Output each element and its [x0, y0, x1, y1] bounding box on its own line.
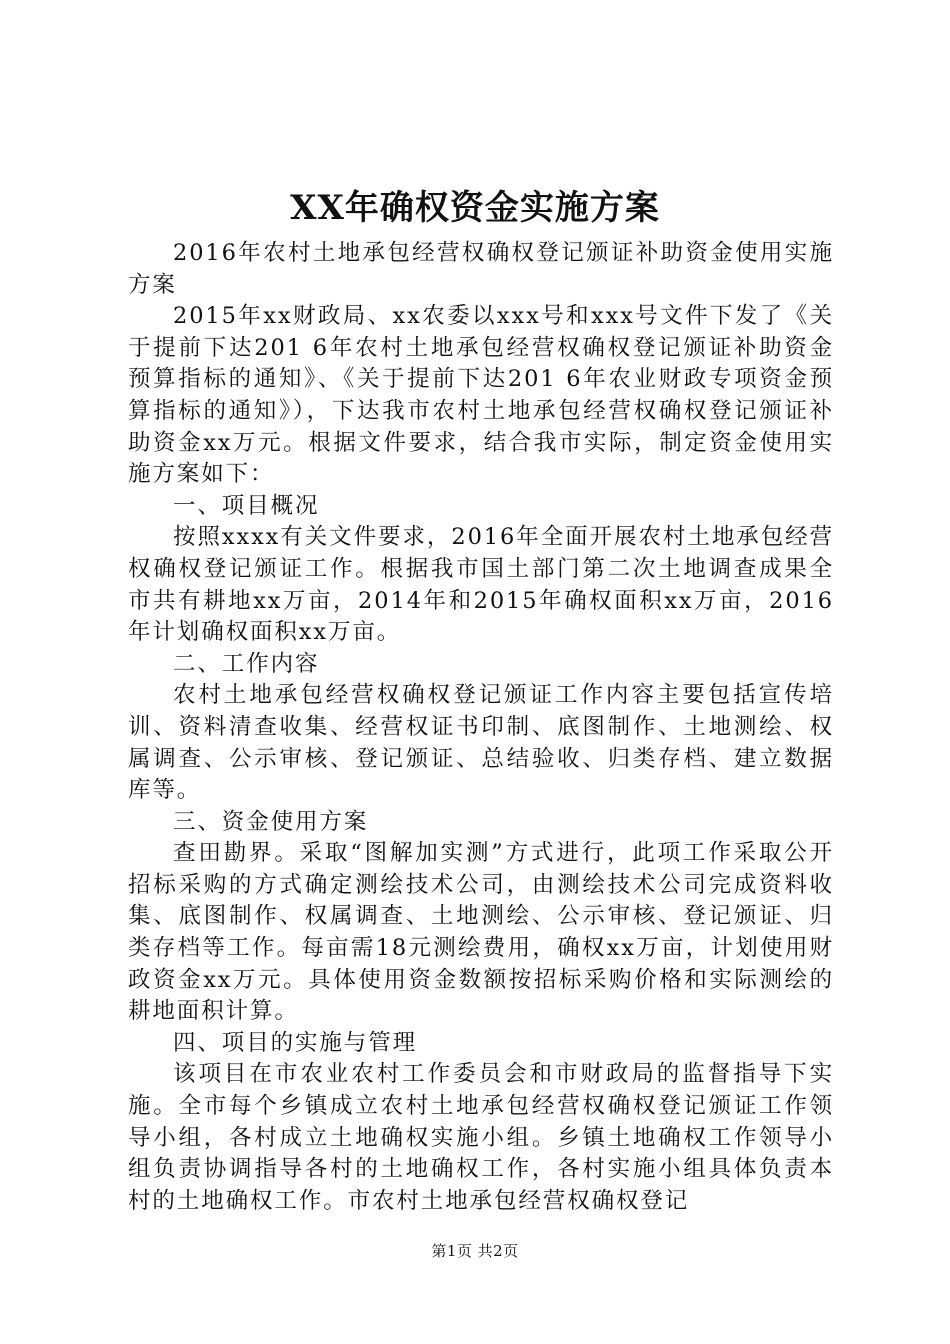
paragraph-intro: 2015年xx财政局、xx农委以xxx号和xxx号文件下发了《关于提前下达201 6年农村土地承包经营权确权登记颁证补助资金预算指标的通知》、《关于提前下达201 6年农业财政专项资金预算指标的通知》），下达我市农村土地承包经营权确权登记颁证补助资金xx万元。根据文件要求，结合我市实际，制定资金使用实施方案如下：	[128, 303, 834, 488]
paragraph-management: 该项目在市农业农村工作委员会和市财政局的监督指导下实施。全市每个乡镇成立农村土地承包经营权确权登记颁证工作领导小组，各村成立土地确权实施小组。乡镇土地确权工作领导小组负责协调指导各村的土地确权工作，各村实施小组具体负责本村的土地确权工作。市农村土地承包经营权确权登记	[128, 1061, 834, 1214]
section-heading-work-content: 二、工作内容	[173, 650, 320, 677]
section-heading-management: 四、项目的实施与管理	[173, 1029, 418, 1056]
section-heading-fund-usage: 三、资金使用方案	[173, 808, 369, 835]
paragraph-subtitle: 2016年农村土地承包经营权确权登记颁证补助资金使用实施方案	[128, 240, 834, 298]
page-number: 第1页 共2页	[431, 1242, 519, 1260]
document-title: XX年确权资金实施方案	[290, 188, 660, 228]
paragraph-fund-usage: 查田勘界。采取“图解加实测”方式进行，此项工作采取公开招标采购的方式确定测绘技术公司，由测绘技术公司完成资料收集、底图制作、权属调查、土地测绘、公示审核、登记颁证、归类存档等工作。每亩需18元测绘费用，确权xx万亩，计划使用财政资金xx万元。具体使用资金数额按招标采购价格和实际测绘的耕地面积计算。	[128, 840, 834, 1025]
section-heading-overview: 一、项目概况	[173, 492, 320, 519]
document-body	[128, 238, 834, 1217]
paragraph-work-content: 农村土地承包经营权确权登记颁证工作内容主要包括宣传培训、资料清查收集、经营权证书印制、底图制作、土地测绘、权属调查、公示审核、登记颁证、总结验收、归类存档、建立数据库等。	[128, 682, 834, 804]
paragraph-overview: 按照xxxx有关文件要求，2016年全面开展农村土地承包经营权确权登记颁证工作。根据我市国土部门第二次土地调查成果全市共有耕地xx万亩，2014年和2015年确权面积xx万亩，2016年计划确权面积xx万亩。	[128, 524, 834, 646]
